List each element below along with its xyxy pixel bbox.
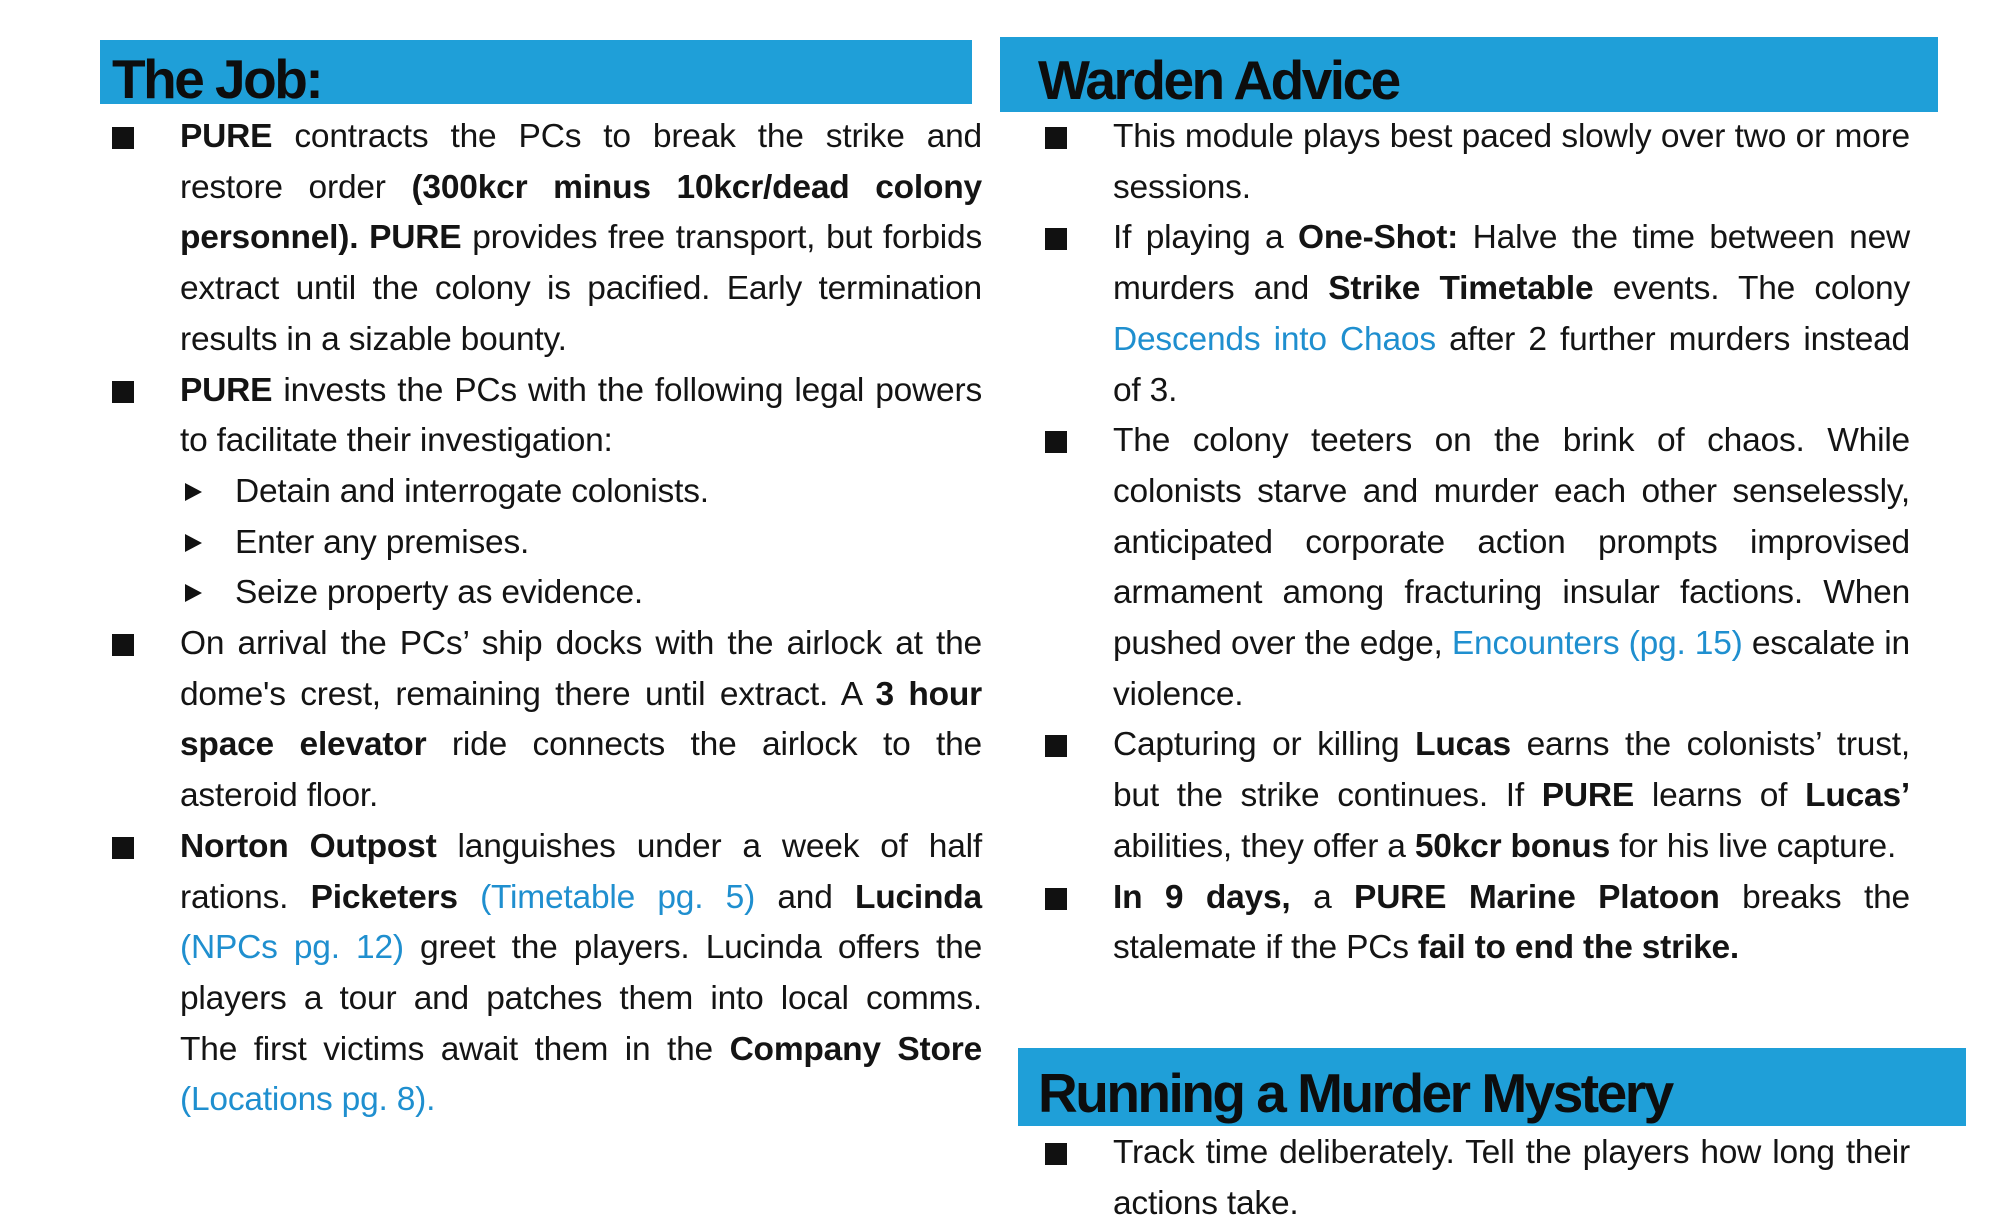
list-item: Capturing or killing Lucas earns the colonists’ trust, but the strike continues. If PURE learns of Lucas’ abilities, they offer a 50kcr bonus for his live capture.	[1033, 720, 1910, 872]
square-bullet-icon	[1045, 1143, 1067, 1165]
powers-sublist	[180, 467, 982, 619]
list-item: On arrival the PCs’ ship docks with the airlock at the dome's crest, remaining there until extract. A 3 hour space elevator ride connects the airlock to the asteroid floor.	[100, 619, 982, 822]
sub-list-item: Seize property as evidence.	[180, 568, 982, 619]
warden-list	[1033, 112, 1910, 974]
descends-into-chaos-link[interactable]: Descends into Chaos	[1113, 320, 1436, 358]
list-item: Track time deliberately. Tell the players how long their actions take.	[1033, 1128, 1910, 1229]
npcs-link[interactable]: (NPCs pg. 12)	[180, 929, 404, 967]
square-bullet-icon	[1045, 228, 1067, 250]
job-list	[100, 112, 982, 1126]
timetable-link[interactable]: (Timetable pg. 5)	[457, 878, 756, 916]
square-bullet-icon	[112, 837, 134, 859]
list-item: This module plays best paced slowly over two or more sessions.	[1033, 112, 1910, 213]
list-item: In 9 days, a PURE Marine Platoon breaks the stalemate if the PCs fail to end the strike.	[1033, 873, 1910, 974]
square-bullet-icon	[1045, 735, 1067, 757]
encounters-link[interactable]: Encounters (pg. 15)	[1451, 625, 1743, 663]
murder-mystery-heading: Running a Murder Mystery	[1038, 1062, 1672, 1124]
locations-link[interactable]: (Locations pg. 8).	[180, 1081, 436, 1119]
triangle-bullet-icon	[185, 584, 202, 602]
list-item: PURE invests the PCs with the following legal powers to facilitate their investigation: Detain and interrogate colonists. Enter any premises. Seize property as evidence.	[100, 366, 982, 620]
square-bullet-icon	[112, 127, 134, 149]
square-bullet-icon	[112, 634, 134, 656]
list-item: PURE contracts the PCs to break the strike and restore order (300kcr minus 10kcr/dead colony personnel). PURE provides free transport, but forbids extract until the colony is pacified. Early termination results in a sizable bounty.	[100, 112, 982, 366]
triangle-bullet-icon	[185, 534, 202, 552]
triangle-bullet-icon	[185, 483, 202, 501]
square-bullet-icon	[1045, 431, 1067, 453]
sub-list-item: Detain and interrogate colonists.	[180, 467, 982, 518]
job-heading-band	[100, 40, 972, 110]
square-bullet-icon	[112, 381, 134, 403]
list-item: The colony teeters on the brink of chaos. While colonists starve and murder each other senselessly, anticipated corporate action prompts improvised armament among fracturing insular factions. When pushed over the edge, Encounters (pg. 15) escalate in violence.	[1033, 416, 1910, 720]
list-item: Norton Outpost languishes under a week of half rations. Picketers (Timetable pg. 5) and Lucinda (NPCs pg. 12) greet the players. Lucinda offers the players a tour and patches them into local comms. The first victims await them in the Company Store (Locations pg. 8).	[100, 822, 982, 1126]
murder-mystery-list	[1033, 1128, 1910, 1229]
murder-mystery-heading-band	[1018, 1048, 1966, 1126]
square-bullet-icon	[1045, 127, 1067, 149]
square-bullet-icon	[1045, 888, 1067, 910]
warden-heading-band	[1000, 37, 1938, 112]
warden-heading: Warden Advice	[1038, 49, 1399, 111]
list-item: If playing a One-Shot: Halve the time between new murders and Strike Timetable events. The colony Descends into Chaos after 2 further murders instead of 3.	[1033, 213, 1910, 416]
sub-list-item: Enter any premises.	[180, 518, 982, 569]
job-heading: The Job:	[112, 48, 322, 110]
